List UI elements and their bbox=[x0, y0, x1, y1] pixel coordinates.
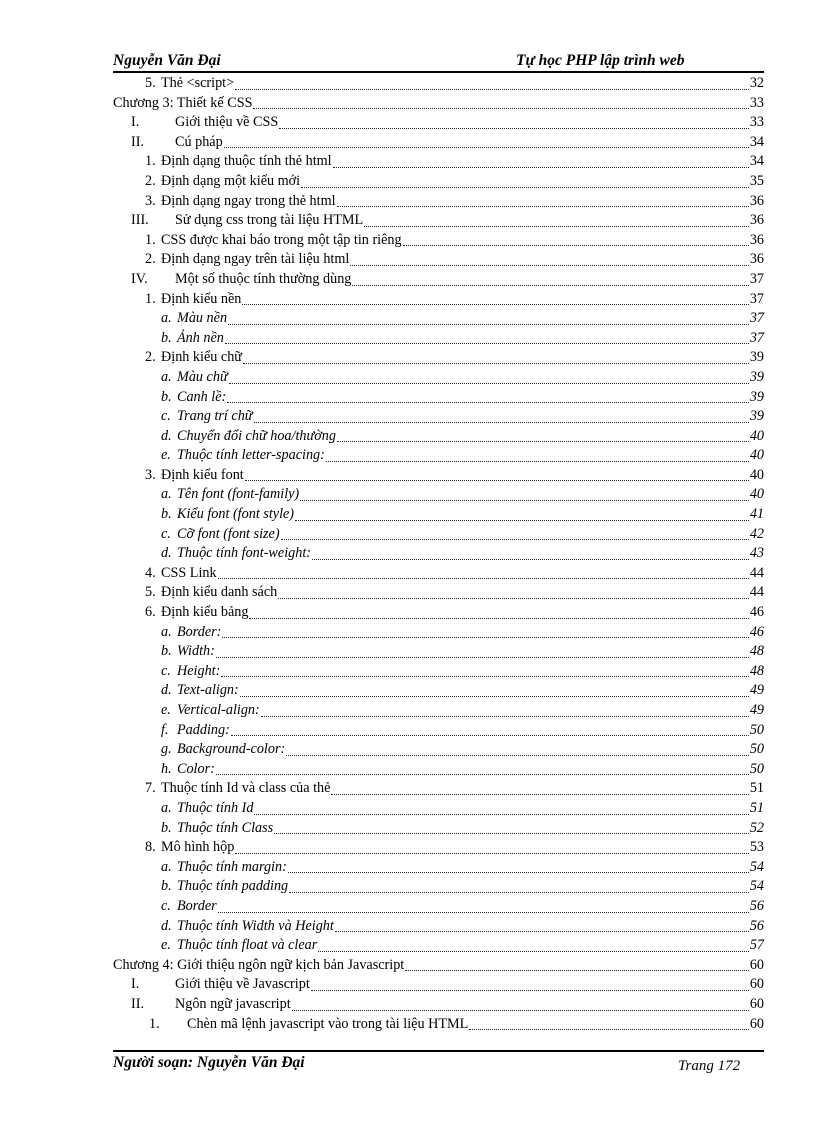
toc-entry-number: b. bbox=[161, 388, 172, 405]
toc-entry-number: d. bbox=[161, 427, 172, 444]
toc-entry-number: b. bbox=[161, 643, 172, 660]
toc-entry bbox=[113, 564, 764, 584]
toc-entry-title: Thuộc tính Width và Height bbox=[177, 917, 334, 934]
toc-entry-title: Padding: bbox=[177, 721, 230, 738]
toc-entry-page: 60 bbox=[749, 995, 764, 1012]
toc-entry bbox=[113, 152, 764, 172]
toc-entry-page: 35 bbox=[749, 172, 764, 189]
toc-entry bbox=[113, 348, 764, 368]
toc-entry-page: 52 bbox=[749, 819, 764, 836]
toc-entry-page: 37 bbox=[749, 310, 764, 327]
toc-entry bbox=[113, 250, 764, 270]
toc-entry-number: d. bbox=[161, 545, 172, 562]
toc-entry-number: 5. bbox=[145, 584, 156, 601]
toc-entry-page: 48 bbox=[749, 643, 764, 660]
footer-author: Người soạn: Nguyễn Văn Đại bbox=[113, 1054, 305, 1071]
toc-entry bbox=[113, 975, 764, 995]
toc-entry-page: 32 bbox=[749, 75, 764, 91]
toc-dot-leader bbox=[331, 794, 748, 795]
toc-entry bbox=[113, 701, 764, 721]
header-title: Tự học PHP lập trình web bbox=[516, 52, 685, 69]
toc-entry-title: Color: bbox=[177, 760, 215, 777]
toc-entry bbox=[113, 525, 764, 545]
toc-entry-number: a. bbox=[161, 623, 172, 640]
toc-entry-title: Ngôn ngữ javascript bbox=[175, 995, 291, 1012]
header-rule bbox=[113, 71, 764, 73]
toc-entry bbox=[113, 309, 764, 329]
toc-dot-leader bbox=[289, 892, 749, 893]
toc-entry-number: e. bbox=[161, 447, 171, 464]
toc-entry bbox=[113, 231, 764, 251]
toc-entry bbox=[113, 1015, 764, 1035]
toc-entry bbox=[113, 583, 764, 603]
toc-entry-number: d. bbox=[161, 682, 172, 699]
toc-entry-title: Text-align: bbox=[177, 682, 239, 699]
toc-dot-leader bbox=[235, 89, 749, 90]
toc-entry-page: 39 bbox=[749, 368, 764, 385]
toc-dot-leader bbox=[216, 657, 749, 658]
toc-entry bbox=[113, 270, 764, 290]
toc-entry bbox=[113, 799, 764, 819]
toc-entry-page: 57 bbox=[749, 937, 764, 954]
toc-dot-leader bbox=[350, 265, 748, 266]
toc-dot-leader bbox=[221, 676, 748, 677]
toc-entry-title: Chèn mã lệnh javascript vào trong tài liệu HTML bbox=[187, 1015, 469, 1032]
toc-dot-leader bbox=[225, 343, 749, 344]
header-author: Nguyễn Văn Đại bbox=[113, 52, 221, 69]
toc-entry-page: 44 bbox=[749, 564, 764, 581]
toc-dot-leader bbox=[311, 990, 749, 991]
toc-entry bbox=[113, 740, 764, 760]
toc-dot-leader bbox=[249, 618, 748, 619]
toc-entry bbox=[113, 446, 764, 466]
toc-entry-title: Chương 4: Giới thiệu ngôn ngữ kịch bản Javascript bbox=[113, 956, 405, 973]
toc-entry-number: I. bbox=[131, 114, 140, 131]
toc-entry-page: 40 bbox=[749, 466, 764, 483]
toc-entry-page: 49 bbox=[749, 682, 764, 699]
toc-entry bbox=[113, 779, 764, 799]
page-header bbox=[113, 52, 764, 72]
toc-entry-page: 40 bbox=[749, 486, 764, 503]
toc-entry-number: a. bbox=[161, 368, 172, 385]
toc-entry-number: 2. bbox=[145, 251, 156, 268]
toc-entry bbox=[113, 642, 764, 662]
toc-dot-leader bbox=[352, 285, 748, 286]
toc-entry-page: 53 bbox=[749, 839, 764, 856]
toc-entry bbox=[113, 290, 764, 310]
toc-entry-title: Thuộc tính Id và class của thẻ bbox=[161, 780, 331, 797]
toc-entry-title: Một số thuộc tính thường dùng bbox=[175, 270, 352, 287]
toc-entry-title: Ảnh nền bbox=[177, 329, 224, 346]
toc-entry-number: c. bbox=[161, 408, 171, 425]
toc-entry-page: 48 bbox=[749, 662, 764, 679]
toc-entry-page: 50 bbox=[749, 721, 764, 738]
toc-entry-title: Thuộc tính letter-spacing: bbox=[177, 447, 325, 464]
toc-dot-leader bbox=[405, 970, 749, 971]
toc-entry-page: 50 bbox=[749, 760, 764, 777]
toc-entry-title: Border: bbox=[177, 623, 222, 640]
toc-entry-page: 49 bbox=[749, 702, 764, 718]
toc-dot-leader bbox=[224, 147, 749, 148]
toc-dot-leader bbox=[222, 637, 748, 638]
toc-entry-number: 2. bbox=[145, 172, 156, 189]
toc-entry-number: I. bbox=[131, 976, 140, 993]
toc-entry-page: 51 bbox=[749, 799, 764, 816]
toc-entry-title: Thuộc tính float và clear bbox=[177, 937, 318, 954]
toc-entry bbox=[113, 897, 764, 917]
toc-dot-leader bbox=[288, 872, 749, 873]
toc-entry bbox=[113, 466, 764, 486]
toc-entry-page: 36 bbox=[749, 251, 764, 268]
toc-entry-page: 46 bbox=[749, 623, 764, 640]
toc-entry-number: c. bbox=[161, 662, 171, 679]
toc-entry-title: Định kiểu font bbox=[161, 466, 244, 483]
toc-entry-number: f. bbox=[161, 721, 169, 738]
toc-entry bbox=[113, 721, 764, 741]
toc-entry bbox=[113, 917, 764, 937]
toc-entry-page: 54 bbox=[749, 878, 764, 895]
toc-entry-title: Thẻ <script> bbox=[161, 75, 235, 91]
toc-entry bbox=[113, 603, 764, 623]
toc-entry-number: a. bbox=[161, 486, 172, 503]
toc-dot-leader bbox=[235, 853, 749, 854]
toc-entry bbox=[113, 94, 764, 114]
toc-entry-number: c. bbox=[161, 897, 171, 914]
toc-entry-page: 50 bbox=[749, 741, 764, 758]
toc-entry-number: b. bbox=[161, 819, 172, 836]
toc-entry-number: 1. bbox=[149, 1015, 160, 1032]
toc-entry-title: Định dạng thuộc tính thẻ html bbox=[161, 153, 332, 170]
toc-entry-title: Định kiểu chữ bbox=[161, 349, 242, 366]
toc-entry bbox=[113, 192, 764, 212]
toc-entry-number: 8. bbox=[145, 839, 156, 856]
toc-entry-title: Height: bbox=[177, 662, 221, 679]
toc-entry-title: Background-color: bbox=[177, 741, 286, 758]
toc-entry-title: Giới thiệu về CSS bbox=[175, 114, 279, 131]
toc-entry-number: e. bbox=[161, 702, 171, 718]
toc-entry bbox=[113, 172, 764, 192]
toc-entry-number: b. bbox=[161, 878, 172, 895]
toc-entry-number: 3. bbox=[145, 192, 156, 209]
footer-rule bbox=[113, 1050, 764, 1052]
toc-entry-title: Kiểu font (font style) bbox=[177, 506, 295, 523]
toc-dot-leader bbox=[286, 755, 749, 756]
toc-entry-title: Định kiểu bảng bbox=[161, 604, 249, 621]
toc-dot-leader bbox=[312, 559, 749, 560]
toc-entry-page: 40 bbox=[749, 447, 764, 464]
toc-entry-page: 36 bbox=[749, 192, 764, 209]
toc-entry-page: 39 bbox=[749, 388, 764, 405]
toc-dot-leader bbox=[245, 480, 749, 481]
toc-dot-leader bbox=[278, 598, 749, 599]
toc-entry bbox=[113, 388, 764, 408]
toc-entry-number: d. bbox=[161, 917, 172, 934]
toc-entry-page: 39 bbox=[749, 408, 764, 425]
toc-entry bbox=[113, 113, 764, 133]
toc-entry-number: 1. bbox=[145, 290, 156, 307]
toc-entry bbox=[113, 838, 764, 858]
toc-entry-number: 3. bbox=[145, 466, 156, 483]
toc-entry-page: 43 bbox=[749, 545, 764, 562]
toc-entry-page: 56 bbox=[749, 897, 764, 914]
toc-entry-page: 42 bbox=[749, 525, 764, 542]
toc-entry-title: Định dạng ngay trong thẻ html bbox=[161, 192, 336, 209]
toc-entry-page: 37 bbox=[749, 329, 764, 346]
toc-dot-leader bbox=[295, 520, 749, 521]
toc-entry-title: Cú pháp bbox=[175, 133, 223, 150]
toc-entry bbox=[113, 623, 764, 643]
toc-entry-number: II. bbox=[131, 133, 144, 150]
toc-dot-leader bbox=[337, 441, 749, 442]
toc-entry-page: 34 bbox=[749, 133, 764, 150]
toc-entry-title: CSS được khai báo trong một tập tin riêng bbox=[161, 231, 402, 248]
toc-dot-leader bbox=[318, 951, 749, 952]
toc-entry-page: 33 bbox=[749, 114, 764, 131]
toc-dot-leader bbox=[231, 735, 749, 736]
toc-entry-page: 60 bbox=[749, 976, 764, 993]
toc-entry-number: 6. bbox=[145, 604, 156, 621]
toc-dot-leader bbox=[242, 304, 748, 305]
toc-entry bbox=[113, 819, 764, 839]
toc-entry-number: 7. bbox=[145, 780, 156, 797]
toc-entry-page: 46 bbox=[749, 604, 764, 621]
toc-dot-leader bbox=[243, 363, 749, 364]
toc-entry-title: Định kiểu danh sách bbox=[161, 584, 278, 601]
toc-entry-title: Định dạng một kiểu mới bbox=[161, 172, 301, 189]
toc-entry-page: 34 bbox=[749, 153, 764, 170]
toc-entry-title: Thuộc tính Class bbox=[177, 819, 274, 836]
toc-dot-leader bbox=[301, 187, 749, 188]
toc-dot-leader bbox=[218, 578, 749, 579]
toc-entry-title: Trang trí chữ bbox=[177, 408, 253, 425]
toc-entry-title: Thuộc tính margin: bbox=[177, 858, 287, 875]
toc-dot-leader bbox=[227, 402, 749, 403]
toc-entry-number: 1. bbox=[145, 153, 156, 170]
toc-entry-number: c. bbox=[161, 525, 171, 542]
toc-entry-title: Thuộc tính font-weight: bbox=[177, 545, 311, 562]
toc-entry bbox=[113, 760, 764, 780]
toc-dot-leader bbox=[335, 931, 749, 932]
toc-dot-leader bbox=[261, 716, 749, 717]
toc-dot-leader bbox=[281, 539, 749, 540]
toc-entry-title: Thuộc tính Id bbox=[177, 799, 254, 816]
toc-entry-title: Tên font (font-family) bbox=[177, 486, 300, 503]
toc-entry-title: Canh lề: bbox=[177, 388, 227, 405]
toc-entry-number: 1. bbox=[145, 231, 156, 248]
toc-entry-page: 40 bbox=[749, 427, 764, 444]
toc-entry-page: 37 bbox=[749, 290, 764, 307]
toc-entry-title: Cỡ font (font size) bbox=[177, 525, 280, 542]
toc-dot-leader bbox=[364, 226, 749, 227]
toc-entry-title: Mô hình hộp bbox=[161, 839, 235, 856]
toc-entry-title: Màu chữ bbox=[177, 368, 228, 385]
toc-entry bbox=[113, 995, 764, 1015]
toc-entry-page: 41 bbox=[749, 506, 764, 523]
toc-entry-page: 60 bbox=[749, 1015, 764, 1032]
toc-entry bbox=[113, 211, 764, 231]
toc-entry-title: Giới thiệu về Javascript bbox=[175, 976, 310, 993]
toc-entry-page: 33 bbox=[749, 94, 764, 111]
toc-dot-leader bbox=[333, 167, 749, 168]
toc-entry-title: Chuyển đổi chữ hoa/thường bbox=[177, 427, 336, 444]
toc-entry-number: e. bbox=[161, 937, 171, 954]
toc-dot-leader bbox=[229, 383, 749, 384]
toc-entry-page: 37 bbox=[749, 270, 764, 287]
toc-entry-title: CSS Link bbox=[161, 564, 217, 581]
toc-entry-page: 36 bbox=[749, 212, 764, 229]
toc-entry-page: 36 bbox=[749, 231, 764, 248]
footer-page-number: Trang 172 bbox=[678, 1058, 741, 1074]
toc-entry bbox=[113, 74, 764, 94]
toc-entry-number: 4. bbox=[145, 564, 156, 581]
toc-entry-title: Border bbox=[177, 897, 217, 914]
toc-dot-leader bbox=[469, 1029, 749, 1030]
toc-dot-leader bbox=[326, 461, 749, 462]
toc-entry bbox=[113, 956, 764, 976]
toc-entry-page: 56 bbox=[749, 917, 764, 934]
toc-entry-number: g. bbox=[161, 741, 172, 758]
toc-entry-number: II. bbox=[131, 995, 144, 1012]
toc-entry bbox=[113, 858, 764, 878]
toc-entry bbox=[113, 877, 764, 897]
toc-entry-title: Màu nền bbox=[177, 310, 228, 327]
toc-entry bbox=[113, 329, 764, 349]
toc-entry bbox=[113, 936, 764, 956]
toc-entry bbox=[113, 681, 764, 701]
toc-entry-number: b. bbox=[161, 329, 172, 346]
toc-entry-number: a. bbox=[161, 310, 172, 327]
toc-entry bbox=[113, 407, 764, 427]
toc-entry-title: Width: bbox=[177, 643, 215, 660]
toc-dot-leader bbox=[240, 696, 749, 697]
toc-entry-number: a. bbox=[161, 858, 172, 875]
toc-entry-title: Chương 3: Thiết kế CSS bbox=[113, 94, 253, 111]
toc-dot-leader bbox=[403, 245, 749, 246]
toc-entry bbox=[113, 133, 764, 153]
toc-entry-number: III. bbox=[131, 212, 149, 229]
toc-entry-page: 44 bbox=[749, 584, 764, 601]
toc-entry-number: IV. bbox=[131, 270, 148, 287]
toc-entry bbox=[113, 505, 764, 525]
toc-dot-leader bbox=[254, 814, 748, 815]
toc-entry-title: Sử dụng css trong tài liệu HTML bbox=[175, 212, 364, 229]
toc-entry-page: 54 bbox=[749, 858, 764, 875]
toc-entry bbox=[113, 485, 764, 505]
toc-entry-number: a. bbox=[161, 799, 172, 816]
toc-dot-leader bbox=[218, 912, 749, 913]
toc-dot-leader bbox=[337, 206, 749, 207]
toc-dot-leader bbox=[279, 128, 749, 129]
toc-entry-number: h. bbox=[161, 760, 172, 777]
toc-entry-page: 60 bbox=[749, 956, 764, 973]
toc-dot-leader bbox=[228, 324, 749, 325]
toc-entry-title: Vertical-align: bbox=[177, 702, 260, 718]
toc-dot-leader bbox=[292, 1010, 749, 1011]
toc-entry-number: 2. bbox=[145, 349, 156, 366]
toc-entry bbox=[113, 368, 764, 388]
toc-dot-leader bbox=[253, 108, 748, 109]
toc-entry bbox=[113, 427, 764, 447]
toc-entry-title: Thuộc tính padding bbox=[177, 878, 289, 895]
toc-entry bbox=[113, 662, 764, 682]
toc-dot-leader bbox=[216, 774, 749, 775]
toc-entry-number: 5. bbox=[145, 75, 156, 91]
table-of-contents bbox=[113, 74, 764, 1034]
toc-entry-title: Định dạng ngay trên tài liệu html bbox=[161, 251, 350, 268]
toc-entry bbox=[113, 544, 764, 564]
toc-dot-leader bbox=[300, 500, 749, 501]
toc-dot-leader bbox=[254, 422, 749, 423]
toc-entry-number: b. bbox=[161, 506, 172, 523]
toc-dot-leader bbox=[274, 833, 749, 834]
toc-entry-title: Định kiểu nền bbox=[161, 290, 242, 307]
toc-entry-page: 51 bbox=[749, 780, 764, 797]
toc-entry-page: 39 bbox=[749, 349, 764, 366]
